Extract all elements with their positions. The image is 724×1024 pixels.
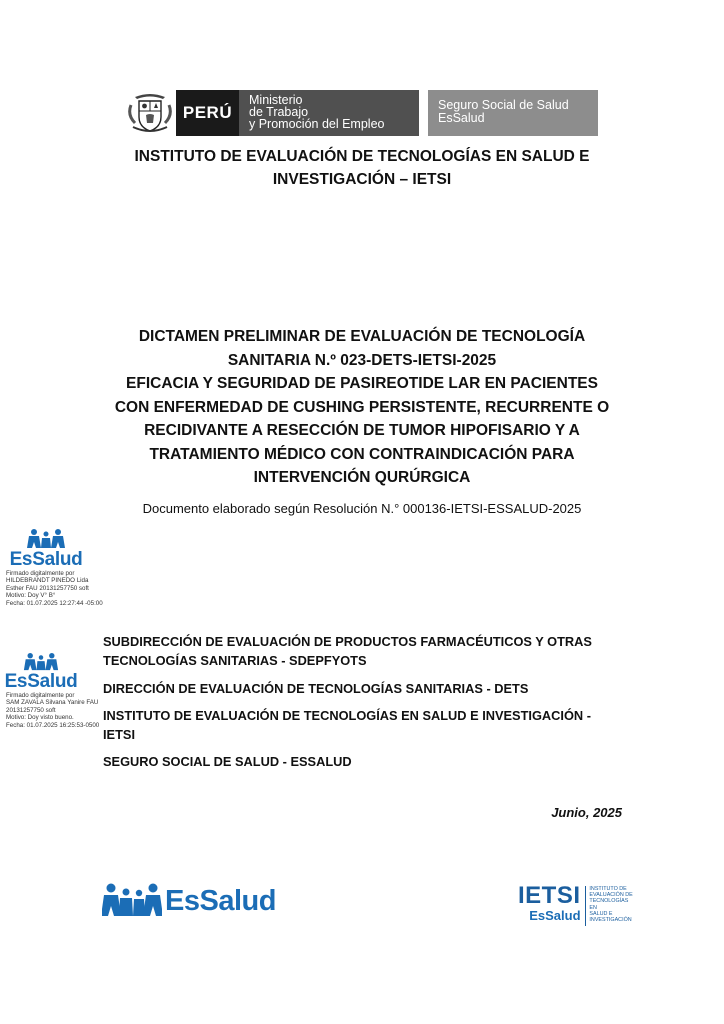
document-note: Documento elaborado según Resolución N.° 000136-IETSI-ESSALUD-2025 (142, 501, 582, 516)
dictamen-title (60, 325, 664, 490)
org-line-text: TECNOLOGÍAS SANITARIAS - SDEPFYOTS (103, 653, 367, 668)
signature-line: HILDEBRANDT PINEDO Lida (6, 577, 89, 585)
footer-ietsi-logo (518, 884, 633, 928)
digital-signature-1 (6, 528, 116, 607)
essalud-logo (6, 652, 76, 692)
org-subdirection (103, 632, 643, 670)
digital-signature-2 (6, 652, 116, 729)
essalud-banner-line: Seguro Social de Salud (438, 98, 569, 112)
ietsi-desc-line: TECNOLOGÍAS EN (589, 898, 629, 911)
org-line-text: SUBDIRECCIÓN DE EVALUACIÓN DE PRODUCTOS FARMACÉUTICOS Y OTRAS (103, 634, 592, 649)
ietsi-desc-line: INSTITUTO DE (589, 886, 627, 892)
footer-essalud-logo (102, 880, 276, 922)
essalud-logo-word: EsSalud (9, 549, 83, 570)
dictamen-line: EFICACIA Y SEGURIDAD DE PASIREOTIDE LAR EN PACIENTES (126, 375, 598, 392)
family-figures-icon (102, 882, 162, 920)
essalud-logo (6, 528, 86, 570)
dictamen-line: SANITARIA N.º 023-DETS-IETSI-2025 (227, 351, 497, 369)
ministry-line: de Trabajo (249, 105, 309, 119)
ietsi-description (589, 884, 633, 928)
org-seguro-social: SEGURO SOCIAL DE SALUD - ESSALUD (103, 754, 352, 769)
ministry-line: Ministerio (249, 93, 303, 107)
dictamen-line: DICTAMEN PRELIMINAR DE EVALUACIÓN DE TECNOLOGÍA (138, 328, 586, 345)
family-figures-icon (26, 528, 66, 550)
signature-line: Fecha: 01.07.2025 12:27:44 -05:00 (6, 599, 103, 607)
ietsi-desc-line: SALUD E (589, 910, 613, 917)
dictamen-line: RECIDIVANTE A RESECCIÓN DE TUMOR HIPOFISARIO Y A (144, 422, 580, 439)
signature-text (6, 570, 116, 607)
signature-text (6, 692, 116, 729)
institute-title-line: INSTITUTO DE EVALUACIÓN DE TECNOLOGÍAS EN SALUD E (134, 148, 590, 165)
peru-label: PERÚ (176, 90, 239, 136)
government-header-banner (124, 90, 598, 136)
signature-line: SAM ZAVALA Silvana Yanire FAU (6, 699, 99, 707)
essalud-banner-label (428, 90, 598, 136)
ietsi-word: IETSI (518, 882, 581, 909)
family-figures-icon (23, 652, 59, 672)
signature-line: Motivo: Doy V° B° (6, 592, 56, 600)
signature-line: Fecha: 01.07.2025 16:25:53-0500 (6, 721, 100, 729)
document-date: Junio, 2025 (551, 805, 622, 820)
peru-coat-of-arms-icon (124, 90, 176, 136)
institute-title-line: INVESTIGACIÓN – IETSI (272, 171, 452, 188)
signature-line: Firmado digitalmente por (6, 570, 75, 577)
essalud-banner-line: EsSalud (438, 111, 485, 125)
signature-line: Firmado digitalmente por (6, 692, 75, 699)
ministry-line: y Promoción del Empleo (249, 117, 385, 131)
footer-essalud-word: EsSalud (165, 884, 276, 917)
signature-line: 20131257750 soft (6, 706, 56, 714)
ietsi-desc-line: EVALUACIÓN DE (589, 892, 633, 899)
ministry-label (239, 90, 419, 136)
org-institute (103, 706, 643, 744)
dictamen-line: TRATAMIENTO MÉDICO CON CONTRAINDICACIÓN PARA (149, 445, 575, 463)
ietsi-desc-line: INVESTIGACIÓN (589, 917, 632, 924)
dictamen-line: INTERVENCIÓN QURÚRGICA (253, 469, 471, 486)
ietsi-divider (585, 886, 586, 926)
org-line-text: INSTITUTO DE EVALUACIÓN DE TECNOLOGÍAS EN SALUD E INVESTIGACIÓN - (103, 708, 591, 723)
org-line-text: IETSI (103, 727, 135, 742)
essalud-logo-word: EsSalud (4, 671, 78, 692)
signature-line: Motivo: Doy visto bueno. (6, 714, 74, 722)
ietsi-essalud-word: EsSalud (529, 908, 581, 923)
signature-line: Esther FAU 20131257750 soft (6, 584, 89, 592)
org-direction: DIRECCIÓN DE EVALUACIÓN DE TECNOLOGÍAS SANITARIAS - DETS (103, 681, 529, 696)
institute-title (60, 145, 664, 191)
dictamen-line: CON ENFERMEDAD DE CUSHING PERSISTENTE, RECURRENTE O (114, 398, 610, 416)
